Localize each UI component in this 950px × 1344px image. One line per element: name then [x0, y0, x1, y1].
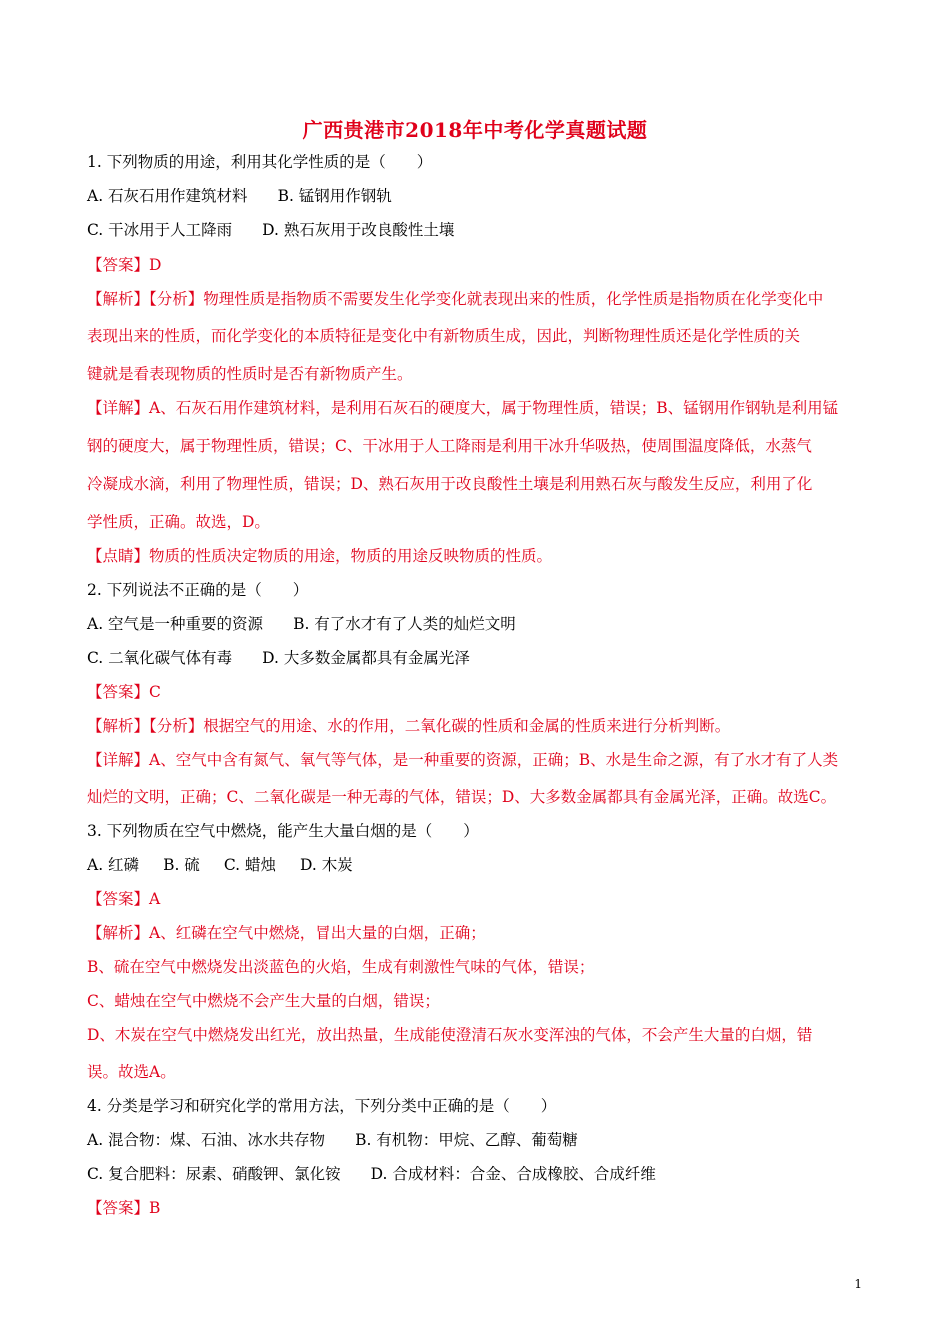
question-2-answer: 【答案】C	[87, 683, 161, 701]
question-2-analysis: 【解析】【分析】根据空气的用途、水的作用，二氧化碳的性质和金属的性质来进行分析判断。	[87, 717, 731, 735]
question-3-analysis-line: C、蜡烛在空气中燃烧不会产生大量的白烟，错误；	[87, 992, 440, 1010]
question-1-options-row-1	[87, 186, 392, 206]
question-3-analysis-line: B、硫在空气中燃烧发出淡蓝色的火焰，生成有刺激性气味的气体，错误；	[87, 958, 595, 976]
question-2-stem: 2. 下列说法不正确的是（ ）	[87, 581, 309, 599]
option-b: B. 有机物：甲烷、乙醇、葡萄糖	[355, 1131, 578, 1149]
question-3-answer: 【答案】A	[87, 890, 161, 908]
question-1-stem: 1. 下列物质的用途，利用其化学性质的是（ ）	[87, 153, 433, 171]
option-b: B. 硫	[163, 856, 200, 874]
question-3-analysis-line: D、木炭在空气中燃烧发出红光，放出热量，生成能使澄清石灰水变浑浊的气体，不会产生大量的白烟，错	[87, 1026, 813, 1044]
question-2-detail-line: 灿烂的文明，正确；C、二氧化碳是一种无毒的气体，错误；D、大多数金属都具有金属光泽，正确。故选C。	[87, 788, 837, 806]
question-4-stem: 4. 分类是学习和研究化学的常用方法，下列分类中正确的是（ ）	[87, 1097, 557, 1115]
question-3-analysis-line: 【解析】A、红磷在空气中燃烧，冒出大量的白烟，正确；	[87, 924, 486, 942]
option-c: C. 二氧化碳气体有毒	[87, 649, 233, 667]
question-3-stem: 3. 下列物质在空气中燃烧，能产生大量白烟的是（ ）	[87, 822, 479, 840]
option-b: B. 锰钢用作钢轨	[277, 187, 392, 205]
question-4-options-row-1	[87, 1130, 578, 1150]
question-1-detail-line: 钢的硬度大，属于物理性质，错误；C、干冰用于人工降雨是利用干冰升华吸热，使周围温度降低，水蒸气	[87, 437, 812, 455]
option-c: C. 干冰用于人工降雨	[87, 221, 233, 239]
question-2-options-row-2	[87, 648, 470, 668]
page-title: 广西贵港市2018年中考化学真题试题	[302, 118, 648, 142]
option-a: A. 石灰石用作建筑材料	[87, 187, 248, 205]
option-d: D. 合成材料：合金、合成橡胶、合成纤维	[370, 1165, 656, 1183]
question-4-answer: 【答案】B	[87, 1199, 161, 1217]
question-3-options-row	[87, 855, 353, 875]
option-d: D. 大多数金属都具有金属光泽	[262, 649, 470, 667]
option-a: A. 混合物：煤、石油、冰水共存物	[87, 1131, 326, 1149]
question-1-analysis-line: 【解析】【分析】物理性质是指物质不需要发生化学变化就表现出来的性质，化学性质是指物质在化学变化中	[87, 290, 824, 308]
question-2-options-row-1	[87, 614, 516, 634]
option-d: D. 熟石灰用于改良酸性土壤	[262, 221, 455, 239]
question-4-options-row-2	[87, 1164, 656, 1184]
option-a: A. 空气是一种重要的资源	[87, 615, 264, 633]
question-1-analysis-line: 表现出来的性质，而化学变化的本质特征是变化中有新物质生成，因此，判断物理性质还是化学性质的关	[87, 327, 801, 345]
option-d: D. 木炭	[299, 856, 353, 874]
option-c: C. 蜡烛	[223, 856, 276, 874]
option-a: A. 红磷	[87, 856, 140, 874]
question-1-options-row-2	[87, 220, 454, 240]
question-1-detail-line: 【详解】A、石灰石用作建筑材料，是利用石灰石的硬度大，属于物理性质，错误；B、锰钢用作钢轨是利用锰	[87, 399, 839, 417]
question-2-detail-line: 【详解】A、空气中含有氮气、氧气等气体，是一种重要的资源，正确；B、水是生命之源，有了水才有了人类	[87, 751, 839, 769]
question-1-answer: 【答案】D	[87, 256, 162, 274]
option-c: C. 复合肥料：尿素、硝酸钾、氯化铵	[87, 1165, 341, 1183]
page-number: 1	[854, 1277, 862, 1291]
question-1-comment: 【点睛】物质的性质决定物质的用途，物质的用途反映物质的性质。	[87, 547, 553, 565]
question-1-detail-line: 学性质，正确。故选，D。	[87, 513, 270, 531]
question-3-analysis-line: 误。故选A。	[87, 1063, 176, 1081]
question-1-detail-line: 冷凝成水滴，利用了物理性质，错误；D、熟石灰用于改良酸性土壤是利用熟石灰与酸发生反应，利用了化	[87, 475, 813, 493]
question-1-analysis-line: 键就是看表现物质的性质时是否有新物质产生。	[87, 365, 413, 383]
option-b: B. 有了水才有了人类的灿烂文明	[293, 615, 516, 633]
